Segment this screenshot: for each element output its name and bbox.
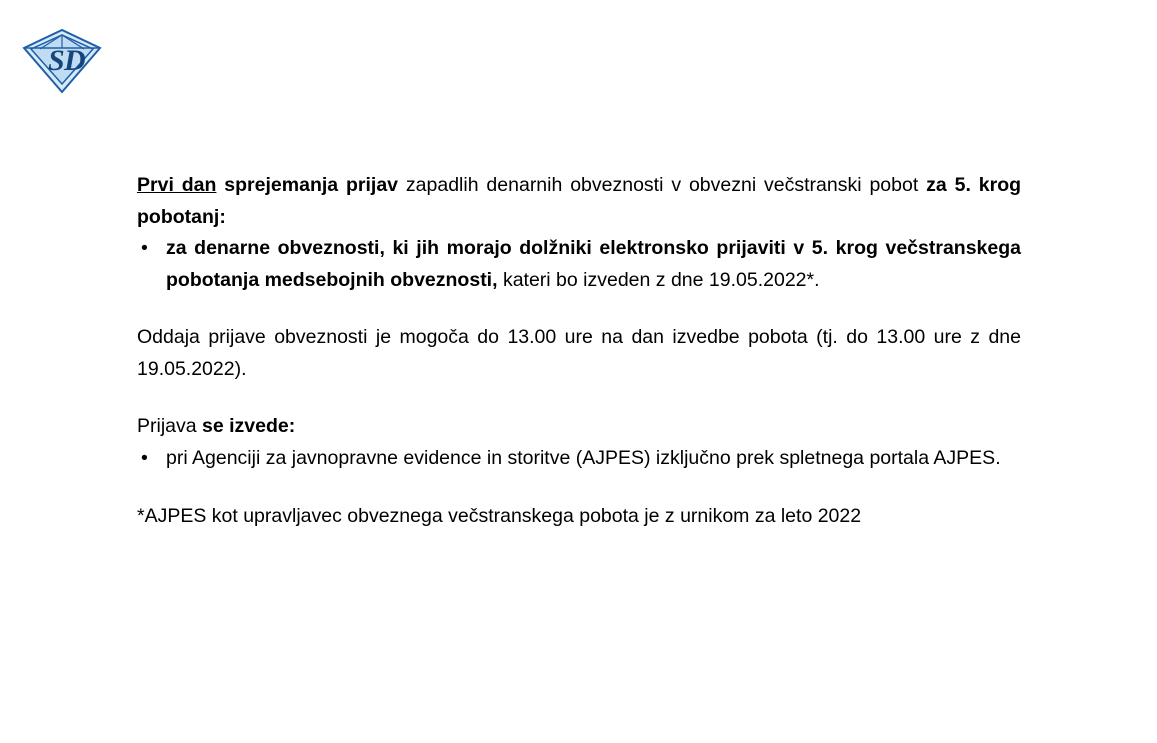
bullet2-run-0: pri Agenciji za javnopravne evidence in storitve (AJPES) izključno prek spletnega portala AJPES.: [166, 447, 1001, 470]
paragraph-footnote: [137, 501, 1021, 533]
spacer: [137, 475, 1021, 501]
how-run-0: Prijava: [137, 415, 203, 438]
intro-run-1: sprejemanja prijav: [216, 174, 399, 196]
bullet-list-1: [137, 233, 1021, 296]
spacer: [137, 296, 1021, 322]
bullet-icon: •: [141, 237, 148, 260]
document-body: [137, 170, 1021, 532]
bullet1-run-0: za denarne obveznosti, ki jih morajo dolžniki elektronsko prijaviti v 5. krog večstranskega pobotanja medsebojnih obveznosti,: [166, 237, 1021, 291]
bullet-list-2: [137, 443, 1021, 475]
bullet1-run-1: kateri bo izveden z dne 19.05.2022*.: [497, 268, 820, 291]
spacer: [137, 385, 1021, 411]
list-item: [137, 233, 1021, 296]
company-logo: [18, 28, 106, 94]
paragraph-intro: [137, 170, 1021, 233]
intro-run-3: za 5. krog pobotanj:: [137, 174, 1022, 228]
svg-text:D: D: [64, 44, 86, 77]
paragraph-how-title: [137, 411, 1021, 443]
deadline-run-0: Oddaja prijave obveznosti je mogoča do 13.00 ure na dan izvedbe pobota (tj. do 13.00 ure z dne 19.05.2022).: [137, 326, 1021, 380]
bullet-icon: •: [141, 447, 148, 470]
how-run-1: se izvede:: [202, 415, 296, 438]
intro-run-2: zapadlih denarnih obveznosti v obvezni večstranski pobot: [398, 174, 927, 196]
footnote-run-0: *AJPES kot upravljavec obveznega večstranskega pobota je z urnikom za leto 2022: [137, 504, 862, 527]
paragraph-deadline: [137, 322, 1021, 385]
list-item: [137, 443, 1021, 475]
intro-run-0: Prvi dan: [137, 174, 217, 196]
svg-text:S: S: [48, 44, 65, 77]
